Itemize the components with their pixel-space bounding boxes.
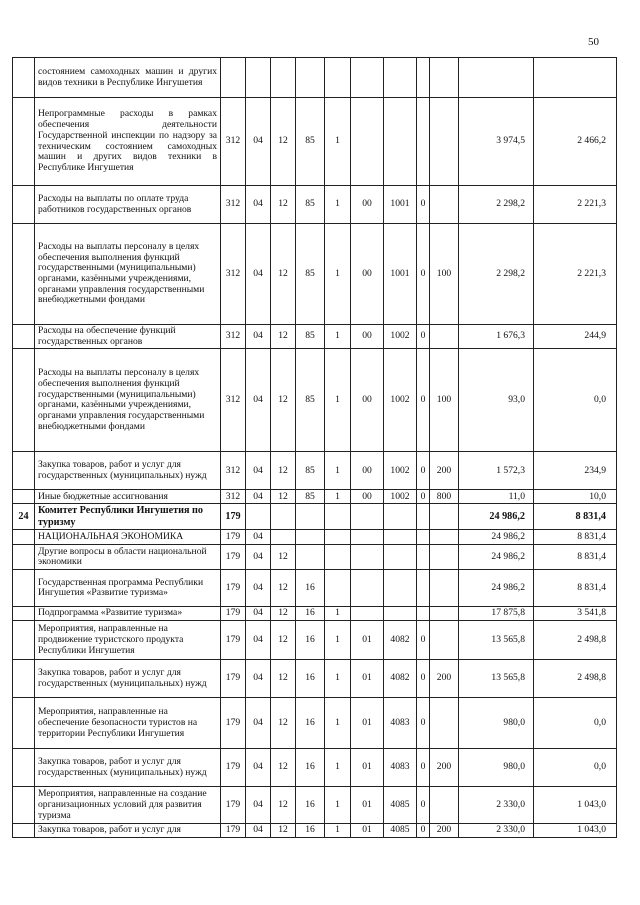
expense-type-code: [430, 570, 459, 607]
direction-suffix: [417, 98, 430, 186]
subprogram-code: 1: [325, 698, 351, 749]
expense-type-code: 100: [430, 224, 459, 325]
section-code: 04: [246, 98, 271, 186]
amount-executed: 2 498,8: [534, 660, 617, 698]
direction-suffix: 0: [417, 824, 430, 838]
amount-executed: 1 043,0: [534, 787, 617, 824]
direction-suffix: 0: [417, 698, 430, 749]
amount-planned: 2 330,0: [459, 787, 534, 824]
program-code: 16: [296, 660, 325, 698]
subprogram-code: [325, 530, 351, 545]
section-code: 04: [246, 545, 271, 570]
section-code: 04: [246, 660, 271, 698]
event-code: [351, 570, 384, 607]
amount-planned: 980,0: [459, 698, 534, 749]
direction-suffix: 0: [417, 749, 430, 787]
subsection-code: 12: [271, 570, 296, 607]
amount-planned: 24 986,2: [459, 530, 534, 545]
event-code: [351, 545, 384, 570]
ministry-code: 312: [221, 452, 246, 490]
amount-executed: 1 043,0: [534, 824, 617, 838]
row-name: Подпрограмма «Развитие туризма»: [35, 607, 221, 621]
program-code: 16: [296, 570, 325, 607]
direction-code: 1002: [384, 349, 417, 452]
ministry-code: 312: [221, 349, 246, 452]
budget-table: [12, 57, 617, 838]
row-name: Мероприятия, направленные на обеспечение безопасности туристов на территории Республики Ингушетия: [35, 698, 221, 749]
row-index: [13, 530, 35, 545]
section-code: [246, 504, 271, 530]
amount-executed: 2 221,3: [534, 186, 617, 224]
subprogram-code: 1: [325, 607, 351, 621]
amount-planned: [459, 58, 534, 98]
direction-code: [384, 530, 417, 545]
subsection-code: 12: [271, 98, 296, 186]
expense-type-code: [430, 325, 459, 349]
row-name: Непрограммные расходы в рамках обеспечения деятельности Государственной инспекции по надзору за техническим состоянием самоходных машин и других видов техники в Республике Ингушетия: [35, 98, 221, 186]
expense-type-code: [430, 787, 459, 824]
direction-suffix: [417, 570, 430, 607]
event-code: 01: [351, 787, 384, 824]
row-index: [13, 570, 35, 607]
row-index: [13, 698, 35, 749]
amount-planned: 24 986,2: [459, 504, 534, 530]
ministry-code: 179: [221, 504, 246, 530]
subsection-code: 12: [271, 698, 296, 749]
amount-planned: 2 298,2: [459, 224, 534, 325]
section-code: 04: [246, 530, 271, 545]
expense-type-code: [430, 545, 459, 570]
direction-suffix: 0: [417, 490, 430, 504]
amount-executed: 234,9: [534, 452, 617, 490]
ministry-code: 179: [221, 621, 246, 660]
row-index: [13, 621, 35, 660]
amount-executed: 0,0: [534, 749, 617, 787]
amount-executed: 244,9: [534, 325, 617, 349]
expense-type-code: 200: [430, 452, 459, 490]
table-row: [13, 325, 617, 349]
row-index: [13, 607, 35, 621]
row-name: Иные бюджетные ассигнования: [35, 490, 221, 504]
row-index: [13, 224, 35, 325]
row-index: [13, 545, 35, 570]
amount-executed: 0,0: [534, 698, 617, 749]
section-code: 04: [246, 452, 271, 490]
table-row: [13, 787, 617, 824]
direction-code: 1001: [384, 186, 417, 224]
row-name: Мероприятия, направленные на продвижение туристского продукта Республики Ингушетия: [35, 621, 221, 660]
event-code: 00: [351, 224, 384, 325]
subprogram-code: 1: [325, 824, 351, 838]
amount-executed: 8 831,4: [534, 570, 617, 607]
row-index: [13, 749, 35, 787]
subsection-code: 12: [271, 452, 296, 490]
row-index: [13, 186, 35, 224]
row-name: Другие вопросы в области национальной экономики: [35, 545, 221, 570]
subprogram-code: 1: [325, 452, 351, 490]
ministry-code: 179: [221, 749, 246, 787]
expense-type-code: [430, 186, 459, 224]
row-name: Закупка товаров, работ и услуг для государственных (муниципальных) нужд: [35, 749, 221, 787]
direction-code: 1002: [384, 452, 417, 490]
direction-code: [384, 545, 417, 570]
direction-code: 4083: [384, 698, 417, 749]
section-code: [246, 58, 271, 98]
subsection-code: 12: [271, 621, 296, 660]
program-code: [296, 545, 325, 570]
table-row: [13, 530, 617, 545]
direction-code: [384, 58, 417, 98]
direction-suffix: 0: [417, 660, 430, 698]
ministry-code: [221, 58, 246, 98]
direction-suffix: 0: [417, 452, 430, 490]
amount-planned: 17 875,8: [459, 607, 534, 621]
amount-executed: 2 221,3: [534, 224, 617, 325]
ministry-code: 179: [221, 530, 246, 545]
direction-code: 4083: [384, 749, 417, 787]
section-code: 04: [246, 787, 271, 824]
subprogram-code: 1: [325, 660, 351, 698]
program-code: 16: [296, 607, 325, 621]
row-name: Закупка товаров, работ и услуг для: [35, 824, 221, 838]
row-index: [13, 58, 35, 98]
direction-code: 4085: [384, 787, 417, 824]
event-code: 01: [351, 749, 384, 787]
program-code: 16: [296, 621, 325, 660]
event-code: 01: [351, 698, 384, 749]
direction-suffix: 0: [417, 621, 430, 660]
subprogram-code: 1: [325, 186, 351, 224]
amount-planned: 2 330,0: [459, 824, 534, 838]
direction-code: [384, 570, 417, 607]
row-index: [13, 325, 35, 349]
amount-planned: 1 676,3: [459, 325, 534, 349]
ministry-code: 312: [221, 325, 246, 349]
direction-code: 1002: [384, 490, 417, 504]
subsection-code: 12: [271, 749, 296, 787]
amount-planned: 13 565,8: [459, 621, 534, 660]
section-code: 04: [246, 325, 271, 349]
amount-executed: 0,0: [534, 349, 617, 452]
direction-code: 4082: [384, 621, 417, 660]
section-code: 04: [246, 621, 271, 660]
subprogram-code: 1: [325, 224, 351, 325]
table-row: [13, 504, 617, 530]
program-code: [296, 58, 325, 98]
subprogram-code: 1: [325, 349, 351, 452]
expense-type-code: [430, 58, 459, 98]
row-index: [13, 660, 35, 698]
direction-suffix: [417, 545, 430, 570]
ministry-code: 179: [221, 698, 246, 749]
expense-type-code: [430, 621, 459, 660]
table-row: [13, 490, 617, 504]
ministry-code: 179: [221, 607, 246, 621]
amount-planned: 11,0: [459, 490, 534, 504]
amount-executed: 8 831,4: [534, 545, 617, 570]
ministry-code: 179: [221, 545, 246, 570]
amount-planned: 13 565,8: [459, 660, 534, 698]
amount-executed: 2 498,8: [534, 621, 617, 660]
expense-type-code: [430, 530, 459, 545]
ministry-code: 312: [221, 490, 246, 504]
event-code: 00: [351, 186, 384, 224]
ministry-code: 179: [221, 824, 246, 838]
direction-code: [384, 98, 417, 186]
amount-planned: 2 298,2: [459, 186, 534, 224]
section-code: 04: [246, 570, 271, 607]
event-code: 01: [351, 824, 384, 838]
amount-planned: 980,0: [459, 749, 534, 787]
table-row: [13, 349, 617, 452]
event-code: 00: [351, 349, 384, 452]
program-code: 16: [296, 698, 325, 749]
table-row: [13, 749, 617, 787]
amount-executed: 3 541,8: [534, 607, 617, 621]
subsection-code: 12: [271, 224, 296, 325]
amount-executed: 10,0: [534, 490, 617, 504]
direction-suffix: 0: [417, 224, 430, 325]
expense-type-code: 200: [430, 824, 459, 838]
subsection-code: 12: [271, 545, 296, 570]
direction-suffix: 0: [417, 186, 430, 224]
program-code: 16: [296, 824, 325, 838]
row-index: 24: [13, 504, 35, 530]
program-code: 85: [296, 452, 325, 490]
event-code: [351, 58, 384, 98]
subsection-code: [271, 58, 296, 98]
row-name: Комитет Республики Ингушетия по туризму: [35, 504, 221, 530]
row-name: Мероприятия, направленные на создание организационных условий для развития туризма: [35, 787, 221, 824]
expense-type-code: 800: [430, 490, 459, 504]
expense-type-code: 200: [430, 660, 459, 698]
subprogram-code: [325, 504, 351, 530]
ministry-code: 179: [221, 570, 246, 607]
table-row: [13, 570, 617, 607]
section-code: 04: [246, 349, 271, 452]
row-name: Закупка товаров, работ и услуг для государственных (муниципальных) нужд: [35, 660, 221, 698]
table-body: [13, 58, 617, 838]
program-code: 85: [296, 186, 325, 224]
direction-code: 4082: [384, 660, 417, 698]
subsection-code: 12: [271, 349, 296, 452]
ministry-code: 179: [221, 787, 246, 824]
row-name: Расходы на выплаты персоналу в целях обеспечения выполнения функций государственными (муниципальными) органами, казёнными учреждениями, органами управления государственными внебюджетными фондами: [35, 224, 221, 325]
subsection-code: 12: [271, 660, 296, 698]
amount-planned: 1 572,3: [459, 452, 534, 490]
row-index: [13, 490, 35, 504]
program-code: 85: [296, 490, 325, 504]
amount-executed: 8 831,4: [534, 530, 617, 545]
table-row: [13, 607, 617, 621]
direction-suffix: [417, 58, 430, 98]
program-code: 16: [296, 749, 325, 787]
program-code: [296, 504, 325, 530]
direction-suffix: 0: [417, 325, 430, 349]
amount-executed: 8 831,4: [534, 504, 617, 530]
row-index: [13, 452, 35, 490]
subsection-code: 12: [271, 325, 296, 349]
section-code: 04: [246, 490, 271, 504]
section-code: 04: [246, 607, 271, 621]
row-index: [13, 98, 35, 186]
section-code: 04: [246, 186, 271, 224]
expense-type-code: [430, 504, 459, 530]
program-code: 85: [296, 98, 325, 186]
direction-suffix: [417, 607, 430, 621]
event-code: [351, 607, 384, 621]
event-code: 00: [351, 325, 384, 349]
ministry-code: 179: [221, 660, 246, 698]
subprogram-code: [325, 545, 351, 570]
subprogram-code: [325, 58, 351, 98]
table-row: [13, 452, 617, 490]
subprogram-code: 1: [325, 325, 351, 349]
expense-type-code: [430, 607, 459, 621]
event-code: 00: [351, 490, 384, 504]
subprogram-code: 1: [325, 749, 351, 787]
direction-code: 4085: [384, 824, 417, 838]
subprogram-code: 1: [325, 98, 351, 186]
program-code: 85: [296, 325, 325, 349]
table-row: [13, 824, 617, 838]
row-index: [13, 824, 35, 838]
section-code: 04: [246, 224, 271, 325]
row-name: Расходы на обеспечение функций государственных органов: [35, 325, 221, 349]
program-code: 16: [296, 787, 325, 824]
ministry-code: 312: [221, 186, 246, 224]
table-row: [13, 98, 617, 186]
expense-type-code: [430, 698, 459, 749]
subsection-code: [271, 530, 296, 545]
expense-type-code: [430, 98, 459, 186]
row-name: состоянием самоходных машин и других видов техники в Республике Ингушетия: [35, 58, 221, 98]
row-name: Расходы на выплаты персоналу в целях обеспечения выполнения функций государственными (муниципальными) органами, казёнными учреждениями, органами управления государственными внебюджетными фондами: [35, 349, 221, 452]
direction-suffix: 0: [417, 349, 430, 452]
row-name: Закупка товаров, работ и услуг для государственных (муниципальных) нужд: [35, 452, 221, 490]
amount-planned: 93,0: [459, 349, 534, 452]
direction-code: 1002: [384, 325, 417, 349]
amount-planned: 24 986,2: [459, 570, 534, 607]
program-code: [296, 530, 325, 545]
table-row: [13, 698, 617, 749]
amount-planned: 3 974,5: [459, 98, 534, 186]
section-code: 04: [246, 698, 271, 749]
table-row: [13, 186, 617, 224]
expense-type-code: 100: [430, 349, 459, 452]
ministry-code: 312: [221, 224, 246, 325]
table-row: [13, 224, 617, 325]
subprogram-code: 1: [325, 621, 351, 660]
program-code: 85: [296, 349, 325, 452]
row-name: Расходы на выплаты по оплате труда работников государственных органов: [35, 186, 221, 224]
subsection-code: 12: [271, 787, 296, 824]
direction-suffix: 0: [417, 787, 430, 824]
table-row: [13, 660, 617, 698]
event-code: [351, 530, 384, 545]
subsection-code: 12: [271, 607, 296, 621]
subprogram-code: 1: [325, 787, 351, 824]
amount-planned: 24 986,2: [459, 545, 534, 570]
event-code: [351, 504, 384, 530]
event-code: 01: [351, 621, 384, 660]
subsection-code: 12: [271, 824, 296, 838]
table-row: [13, 621, 617, 660]
row-name: НАЦИОНАЛЬНАЯ ЭКОНОМИКА: [35, 530, 221, 545]
section-code: 04: [246, 749, 271, 787]
program-code: 85: [296, 224, 325, 325]
subsection-code: 12: [271, 186, 296, 224]
subprogram-code: 1: [325, 490, 351, 504]
direction-code: [384, 607, 417, 621]
event-code: 00: [351, 452, 384, 490]
direction-suffix: [417, 530, 430, 545]
ministry-code: 312: [221, 98, 246, 186]
expense-type-code: 200: [430, 749, 459, 787]
event-code: [351, 98, 384, 186]
subsection-code: 12: [271, 490, 296, 504]
amount-executed: 2 466,2: [534, 98, 617, 186]
subprogram-code: [325, 570, 351, 607]
table-row: [13, 58, 617, 98]
row-index: [13, 349, 35, 452]
event-code: 01: [351, 660, 384, 698]
section-code: 04: [246, 824, 271, 838]
subsection-code: [271, 504, 296, 530]
table-row: [13, 545, 617, 570]
row-name: Государственная программа Республики Ингушетия «Развитие туризма»: [35, 570, 221, 607]
amount-executed: [534, 58, 617, 98]
row-index: [13, 787, 35, 824]
page-number: 50: [588, 36, 599, 48]
direction-suffix: [417, 504, 430, 530]
direction-code: [384, 504, 417, 530]
direction-code: 1001: [384, 224, 417, 325]
